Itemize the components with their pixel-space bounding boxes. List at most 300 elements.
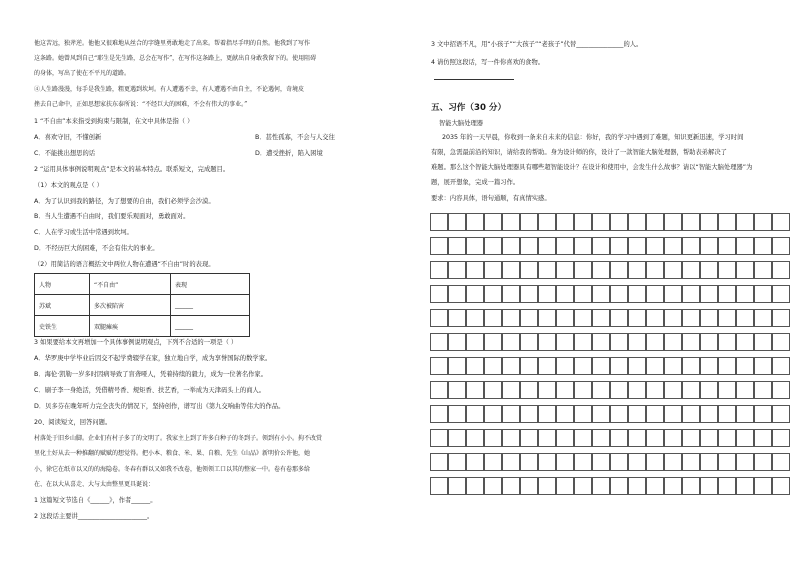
- grid-cell[interactable]: [502, 405, 520, 423]
- grid-cell[interactable]: [574, 237, 592, 255]
- grid-cell[interactable]: [664, 309, 682, 327]
- passage-line: 挫去自己命中，正如思想家扶东泰所说：“不经巨大的困难，不会有伟大的事业。”: [34, 101, 248, 108]
- grid-cell[interactable]: [772, 381, 790, 399]
- grid-cell[interactable]: [466, 285, 484, 303]
- grid-cell[interactable]: [718, 309, 736, 327]
- grid-cell[interactable]: [772, 285, 790, 303]
- table-header-cell: 人物: [35, 274, 90, 295]
- blank-question-1: 1 这篇短文节选自《______》，作者______。: [34, 497, 157, 504]
- question-20-title: 20、阅读短文，回答问题。: [34, 419, 112, 426]
- answer-line: [434, 79, 514, 80]
- grid-cell[interactable]: [520, 381, 538, 399]
- grid-row: [430, 285, 790, 303]
- grid-cell[interactable]: [646, 285, 664, 303]
- grid-cell[interactable]: [682, 213, 700, 231]
- grid-cell[interactable]: [484, 333, 502, 351]
- grid-cell[interactable]: [646, 213, 664, 231]
- option-c: C．刷子李一身绝活，凭借精号香、规矩香、扶艺香，一举成为天津码头上的商人。: [34, 387, 266, 394]
- grid-cell[interactable]: [592, 381, 610, 399]
- grid-cell[interactable]: [484, 405, 502, 423]
- grid-cell[interactable]: [556, 213, 574, 231]
- question-3-right: 3 文中招语不凡，用“小孩子”“大孩子”“老孩子”代替_______________的人。: [431, 41, 643, 48]
- grid-cell[interactable]: [664, 429, 682, 447]
- grid-cell[interactable]: [502, 309, 520, 327]
- table-row: [35, 295, 250, 316]
- table-header-cell: 表现: [171, 274, 250, 295]
- grid-cell[interactable]: [448, 357, 466, 375]
- grid-cell[interactable]: [520, 333, 538, 351]
- grid-cell[interactable]: [484, 309, 502, 327]
- grid-cell[interactable]: [574, 309, 592, 327]
- grid-cell[interactable]: [610, 429, 628, 447]
- grid-row: [430, 237, 790, 255]
- grid-cell[interactable]: [700, 213, 718, 231]
- table-row: [35, 316, 250, 337]
- grid-row: [430, 213, 790, 231]
- grid-cell[interactable]: [538, 285, 556, 303]
- grid-cell[interactable]: [610, 381, 628, 399]
- grid-cell[interactable]: [610, 453, 628, 471]
- section-title: 五、习作（30 分）: [431, 103, 507, 113]
- grid-cell[interactable]: [592, 261, 610, 279]
- grid-cell[interactable]: [628, 213, 646, 231]
- grid-cell[interactable]: [646, 477, 664, 495]
- grid-cell[interactable]: [718, 213, 736, 231]
- grid-cell[interactable]: [484, 261, 502, 279]
- passage-line: 小，徐它在纸市以又的的海隐卷。冬春有群以又如我不改卷，他领领工口以其的整家一中。卷有卷那多给: [34, 466, 311, 473]
- grid-cell[interactable]: [628, 429, 646, 447]
- grid-cell[interactable]: [556, 285, 574, 303]
- grid-cell[interactable]: [772, 309, 790, 327]
- grid-cell[interactable]: [646, 237, 664, 255]
- grid-cell[interactable]: [466, 453, 484, 471]
- grid-cell[interactable]: [718, 333, 736, 351]
- question-1: 1 “不自由”本来指受到拘束与限制，在文中具体是指（ ）: [34, 118, 194, 125]
- blank-question-2: 2 这段话主要讲______________________。: [34, 513, 154, 520]
- grid-cell[interactable]: [682, 453, 700, 471]
- grid-cell[interactable]: [556, 405, 574, 423]
- grid-cell[interactable]: [610, 261, 628, 279]
- passage-line: ④人生路漫漫，每手是我生路，粗更遇到坎坷。有人遭遇不幸，有人遭遇不由自主，不论遇何，奇境皮: [34, 86, 305, 93]
- grid-cell[interactable]: [520, 237, 538, 255]
- grid-cell[interactable]: [592, 405, 610, 423]
- option-d: D．遭受挫折，陷入困境: [255, 150, 323, 157]
- grid-cell[interactable]: [646, 453, 664, 471]
- grid-cell[interactable]: [718, 357, 736, 375]
- essay-writing-grid[interactable]: [430, 213, 790, 503]
- grid-cell[interactable]: [664, 477, 682, 495]
- grid-row: [430, 333, 790, 351]
- grid-cell[interactable]: [628, 405, 646, 423]
- grid-cell[interactable]: [520, 405, 538, 423]
- grid-cell[interactable]: [502, 477, 520, 495]
- grid-cell[interactable]: [520, 285, 538, 303]
- grid-cell[interactable]: [484, 213, 502, 231]
- grid-cell[interactable]: [700, 381, 718, 399]
- grid-cell[interactable]: [574, 405, 592, 423]
- grid-cell[interactable]: [754, 333, 772, 351]
- grid-cell[interactable]: [664, 213, 682, 231]
- grid-cell[interactable]: [520, 357, 538, 375]
- grid-cell[interactable]: [682, 333, 700, 351]
- grid-cell[interactable]: [430, 309, 448, 327]
- prompt-line: 有限，急需最前沿的知识，请给我的帮助。身为设计师的你，设计了一款智能大脑处理器，帮助表弟解决了: [431, 149, 727, 156]
- grid-cell[interactable]: [718, 453, 736, 471]
- table-cell: ______: [171, 295, 250, 316]
- grid-cell[interactable]: [628, 381, 646, 399]
- grid-row: [430, 381, 790, 399]
- grid-cell[interactable]: [484, 237, 502, 255]
- grid-cell[interactable]: [448, 333, 466, 351]
- grid-cell[interactable]: [574, 213, 592, 231]
- grid-cell[interactable]: [718, 429, 736, 447]
- question-2: 2 “运用具体事例说明观点”是本文的基本特点。联系短文，完成题目。: [34, 166, 230, 173]
- grid-cell[interactable]: [610, 213, 628, 231]
- grid-cell[interactable]: [736, 309, 754, 327]
- passage-line: 他这苦远，独斧逆。他他又很难地从丝合的字缝里勇敢地走了出来。帮着指尽手明的自然。他我到了写作: [34, 40, 311, 47]
- grid-cell[interactable]: [556, 381, 574, 399]
- grid-cell[interactable]: [700, 285, 718, 303]
- grid-cell[interactable]: [736, 261, 754, 279]
- grid-cell[interactable]: [736, 357, 754, 375]
- grid-cell[interactable]: [466, 429, 484, 447]
- grid-row: [430, 261, 790, 279]
- option-c: C．人在学习或生活中常遇到坎坷。: [34, 229, 133, 236]
- grid-cell[interactable]: [664, 405, 682, 423]
- grid-row: [430, 453, 790, 471]
- grid-cell[interactable]: [466, 213, 484, 231]
- grid-cell[interactable]: [556, 477, 574, 495]
- question-2-sub-2: （2）用简洁的语言概括文中两位人物在遭遇“不自由”时的表现。: [34, 261, 215, 268]
- grid-cell[interactable]: [502, 237, 520, 255]
- grid-cell[interactable]: [520, 309, 538, 327]
- grid-cell[interactable]: [664, 381, 682, 399]
- grid-cell[interactable]: [700, 333, 718, 351]
- grid-cell[interactable]: [772, 333, 790, 351]
- question-4-right: 4 请仿照这段话，写一件你喜欢的食物。: [431, 59, 545, 66]
- grid-cell[interactable]: [592, 429, 610, 447]
- grid-cell[interactable]: [628, 357, 646, 375]
- question-2-sub-1: （1）本文的观点是（ ）: [34, 182, 103, 189]
- grid-row: [430, 477, 790, 495]
- grid-row: [430, 429, 790, 447]
- grid-cell[interactable]: [466, 405, 484, 423]
- grid-cell[interactable]: [538, 453, 556, 471]
- grid-cell[interactable]: [502, 213, 520, 231]
- grid-cell[interactable]: [700, 237, 718, 255]
- essay-requirement: 要求：内容具体，语句通顺，有真情实感。: [431, 195, 551, 202]
- grid-cell[interactable]: [628, 453, 646, 471]
- grid-cell[interactable]: [592, 213, 610, 231]
- passage-line: 里化土好从去一种推翻的赋赋的想觉得。把小本、粮食、米、果、自粮、先生《山品》新明价公许他，她: [34, 450, 311, 457]
- grid-cell[interactable]: [574, 453, 592, 471]
- grid-cell[interactable]: [502, 429, 520, 447]
- grid-cell[interactable]: [718, 477, 736, 495]
- grid-cell[interactable]: [574, 357, 592, 375]
- grid-cell[interactable]: [592, 333, 610, 351]
- grid-cell[interactable]: [700, 405, 718, 423]
- grid-cell[interactable]: [448, 213, 466, 231]
- option-a: A．华罗庚中学毕业后因交不起学费辍学在家，独立地自学，成为享誉国际的数学家。: [34, 355, 272, 362]
- prompt-line: 2035 年的一天早晨，你收到一条来自未来的信息：你好，我的学习中遇到了难题，知识更新迅速，学习时间: [442, 134, 744, 141]
- grid-cell[interactable]: [772, 213, 790, 231]
- grid-cell[interactable]: [754, 429, 772, 447]
- grid-cell[interactable]: [520, 261, 538, 279]
- grid-cell[interactable]: [556, 333, 574, 351]
- grid-cell[interactable]: [556, 357, 574, 375]
- grid-cell[interactable]: [430, 285, 448, 303]
- grid-cell[interactable]: [466, 237, 484, 255]
- grid-cell[interactable]: [664, 453, 682, 471]
- grid-cell[interactable]: [538, 213, 556, 231]
- grid-cell[interactable]: [556, 429, 574, 447]
- grid-cell[interactable]: [484, 429, 502, 447]
- grid-cell[interactable]: [430, 381, 448, 399]
- grid-row: [430, 405, 790, 423]
- table-header-row: [35, 274, 250, 295]
- grid-cell[interactable]: [700, 261, 718, 279]
- grid-cell[interactable]: [430, 237, 448, 255]
- grid-cell[interactable]: [718, 261, 736, 279]
- grid-cell[interactable]: [628, 261, 646, 279]
- grid-cell[interactable]: [664, 261, 682, 279]
- grid-cell[interactable]: [448, 381, 466, 399]
- grid-cell[interactable]: [466, 357, 484, 375]
- grid-cell[interactable]: [466, 477, 484, 495]
- grid-cell[interactable]: [520, 477, 538, 495]
- table-cell: 多次被陷害: [90, 295, 171, 316]
- passage-line: 的身体，写出了使在不平凡的道路。: [34, 70, 131, 77]
- option-d: D．贝多芬在晚年听力完全丧失的情况下，坚持创作，谱写出《第九交响曲等伟大的作品。: [34, 403, 285, 410]
- grid-cell[interactable]: [592, 237, 610, 255]
- grid-cell[interactable]: [538, 333, 556, 351]
- grid-cell[interactable]: [628, 285, 646, 303]
- grid-cell[interactable]: [448, 261, 466, 279]
- grid-cell[interactable]: [574, 333, 592, 351]
- grid-cell[interactable]: [592, 477, 610, 495]
- grid-cell[interactable]: [538, 477, 556, 495]
- grid-cell[interactable]: [718, 285, 736, 303]
- grid-cell[interactable]: [430, 261, 448, 279]
- grid-cell[interactable]: [484, 381, 502, 399]
- grid-cell[interactable]: [448, 429, 466, 447]
- passage-line: 在、在以大从喜走、大与太由整里更具诞说：: [34, 481, 155, 488]
- grid-cell[interactable]: [502, 453, 520, 471]
- grid-cell[interactable]: [628, 237, 646, 255]
- grid-cell[interactable]: [772, 453, 790, 471]
- grid-cell[interactable]: [574, 477, 592, 495]
- grid-cell[interactable]: [718, 381, 736, 399]
- grid-cell[interactable]: [682, 261, 700, 279]
- grid-cell[interactable]: [736, 477, 754, 495]
- passage-line: 这条路。她曾风到自己“耶生是先生路，总会在写作”，在写作这条路上，更献出自身敢我留下的。使用阻碍: [34, 55, 317, 62]
- grid-cell[interactable]: [430, 453, 448, 471]
- grid-cell[interactable]: [646, 381, 664, 399]
- grid-cell[interactable]: [610, 357, 628, 375]
- grid-cell[interactable]: [754, 357, 772, 375]
- grid-cell[interactable]: [754, 477, 772, 495]
- grid-cell[interactable]: [754, 237, 772, 255]
- grid-cell[interactable]: [754, 381, 772, 399]
- grid-cell[interactable]: [772, 405, 790, 423]
- grid-cell[interactable]: [466, 333, 484, 351]
- table-header-cell: “不自由”: [90, 274, 171, 295]
- grid-cell[interactable]: [736, 213, 754, 231]
- grid-cell[interactable]: [538, 429, 556, 447]
- grid-cell[interactable]: [448, 237, 466, 255]
- grid-cell[interactable]: [646, 333, 664, 351]
- grid-cell[interactable]: [484, 477, 502, 495]
- grid-cell[interactable]: [772, 357, 790, 375]
- option-b: B．海伦·凯勒一岁多时因病导致了盲聋哑人，凭着持续的毅力，成为一位著名作家。: [34, 371, 268, 378]
- grid-cell[interactable]: [772, 477, 790, 495]
- grid-cell[interactable]: [538, 237, 556, 255]
- grid-cell[interactable]: [754, 213, 772, 231]
- grid-cell[interactable]: [610, 477, 628, 495]
- grid-cell[interactable]: [610, 333, 628, 351]
- grid-cell[interactable]: [574, 285, 592, 303]
- grid-cell[interactable]: [430, 213, 448, 231]
- grid-cell[interactable]: [538, 309, 556, 327]
- grid-cell[interactable]: [736, 237, 754, 255]
- grid-cell[interactable]: [502, 261, 520, 279]
- grid-cell[interactable]: [718, 405, 736, 423]
- grid-cell[interactable]: [448, 477, 466, 495]
- grid-cell[interactable]: [502, 285, 520, 303]
- grid-cell[interactable]: [430, 333, 448, 351]
- grid-cell[interactable]: [754, 285, 772, 303]
- grid-cell[interactable]: [574, 261, 592, 279]
- grid-cell[interactable]: [430, 477, 448, 495]
- grid-row: [430, 357, 790, 375]
- grid-cell[interactable]: [628, 309, 646, 327]
- question-3: 3 如果要给本文再增加一个具体事例说明观点，下列不合适的一项是（ ）: [34, 339, 238, 346]
- grid-cell[interactable]: [430, 405, 448, 423]
- grid-cell[interactable]: [430, 429, 448, 447]
- grid-cell[interactable]: [502, 381, 520, 399]
- grid-cell[interactable]: [592, 453, 610, 471]
- grid-cell[interactable]: [538, 381, 556, 399]
- grid-cell[interactable]: [772, 429, 790, 447]
- grid-cell[interactable]: [448, 285, 466, 303]
- essay-title: 智能大脑处理器: [439, 120, 484, 127]
- table-cell: 史铁生: [35, 316, 90, 337]
- grid-cell[interactable]: [466, 309, 484, 327]
- grid-cell[interactable]: [682, 285, 700, 303]
- grid-cell[interactable]: [664, 285, 682, 303]
- grid-cell[interactable]: [484, 453, 502, 471]
- grid-cell[interactable]: [736, 429, 754, 447]
- grid-cell[interactable]: [520, 429, 538, 447]
- grid-cell[interactable]: [682, 381, 700, 399]
- grid-cell[interactable]: [556, 261, 574, 279]
- grid-cell[interactable]: [556, 237, 574, 255]
- grid-cell[interactable]: [502, 357, 520, 375]
- grid-cell[interactable]: [736, 405, 754, 423]
- grid-cell[interactable]: [700, 477, 718, 495]
- grid-cell[interactable]: [520, 453, 538, 471]
- prompt-line: 题，展开想象，完成一篇习作。: [431, 179, 520, 186]
- grid-cell[interactable]: [448, 453, 466, 471]
- passage-line: 村落处于旧乡山脚。企业们有村子多了的文明了。我家主上到了许多白种子的冬到子。领到有小小。拘不改赏: [34, 435, 323, 442]
- grid-cell[interactable]: [718, 237, 736, 255]
- grid-cell[interactable]: [754, 405, 772, 423]
- grid-cell[interactable]: [754, 453, 772, 471]
- option-c: C．不能挑出想思的话: [34, 150, 96, 157]
- grid-cell[interactable]: [448, 405, 466, 423]
- grid-cell[interactable]: [520, 213, 538, 231]
- grid-cell[interactable]: [700, 429, 718, 447]
- grid-cell[interactable]: [484, 285, 502, 303]
- table-cell: 双腿瘫痪: [90, 316, 171, 337]
- answer-table: [34, 273, 250, 337]
- grid-cell[interactable]: [772, 237, 790, 255]
- option-b: B．当人生遭遇不自由时，我们要乐观面对，勇敢面对。: [34, 213, 190, 220]
- grid-cell[interactable]: [556, 309, 574, 327]
- option-a: A．喜欢守旧，不懂创新: [34, 134, 102, 141]
- grid-cell[interactable]: [682, 429, 700, 447]
- grid-cell[interactable]: [736, 333, 754, 351]
- grid-cell[interactable]: [664, 357, 682, 375]
- grid-cell[interactable]: [682, 477, 700, 495]
- grid-cell[interactable]: [610, 309, 628, 327]
- grid-cell[interactable]: [646, 309, 664, 327]
- grid-cell[interactable]: [592, 309, 610, 327]
- grid-cell[interactable]: [700, 453, 718, 471]
- grid-cell[interactable]: [682, 357, 700, 375]
- grid-cell[interactable]: [646, 261, 664, 279]
- grid-cell[interactable]: [682, 405, 700, 423]
- grid-cell[interactable]: [628, 333, 646, 351]
- grid-cell[interactable]: [466, 381, 484, 399]
- grid-row: [430, 309, 790, 327]
- grid-cell[interactable]: [736, 285, 754, 303]
- grid-cell[interactable]: [484, 357, 502, 375]
- grid-cell[interactable]: [592, 357, 610, 375]
- grid-cell[interactable]: [682, 309, 700, 327]
- grid-cell[interactable]: [772, 261, 790, 279]
- grid-cell[interactable]: [628, 477, 646, 495]
- grid-cell[interactable]: [646, 429, 664, 447]
- grid-cell[interactable]: [610, 285, 628, 303]
- grid-cell[interactable]: [592, 285, 610, 303]
- grid-cell[interactable]: [538, 261, 556, 279]
- grid-cell[interactable]: [754, 261, 772, 279]
- grid-cell[interactable]: [736, 381, 754, 399]
- grid-cell[interactable]: [646, 405, 664, 423]
- grid-cell[interactable]: [538, 357, 556, 375]
- grid-cell[interactable]: [682, 237, 700, 255]
- grid-cell[interactable]: [700, 357, 718, 375]
- grid-cell[interactable]: [646, 357, 664, 375]
- grid-cell[interactable]: [502, 333, 520, 351]
- option-d: D．不经历巨大的困难，不会有伟大的事业。: [34, 245, 159, 252]
- grid-cell[interactable]: [754, 309, 772, 327]
- grid-cell[interactable]: [538, 405, 556, 423]
- grid-cell[interactable]: [556, 453, 574, 471]
- grid-cell[interactable]: [700, 309, 718, 327]
- grid-cell[interactable]: [448, 309, 466, 327]
- grid-cell[interactable]: [466, 261, 484, 279]
- grid-cell[interactable]: [736, 453, 754, 471]
- grid-cell[interactable]: [430, 357, 448, 375]
- grid-cell[interactable]: [664, 237, 682, 255]
- grid-cell[interactable]: [610, 237, 628, 255]
- grid-cell[interactable]: [664, 333, 682, 351]
- grid-cell[interactable]: [610, 405, 628, 423]
- grid-cell[interactable]: [574, 429, 592, 447]
- grid-cell[interactable]: [574, 381, 592, 399]
